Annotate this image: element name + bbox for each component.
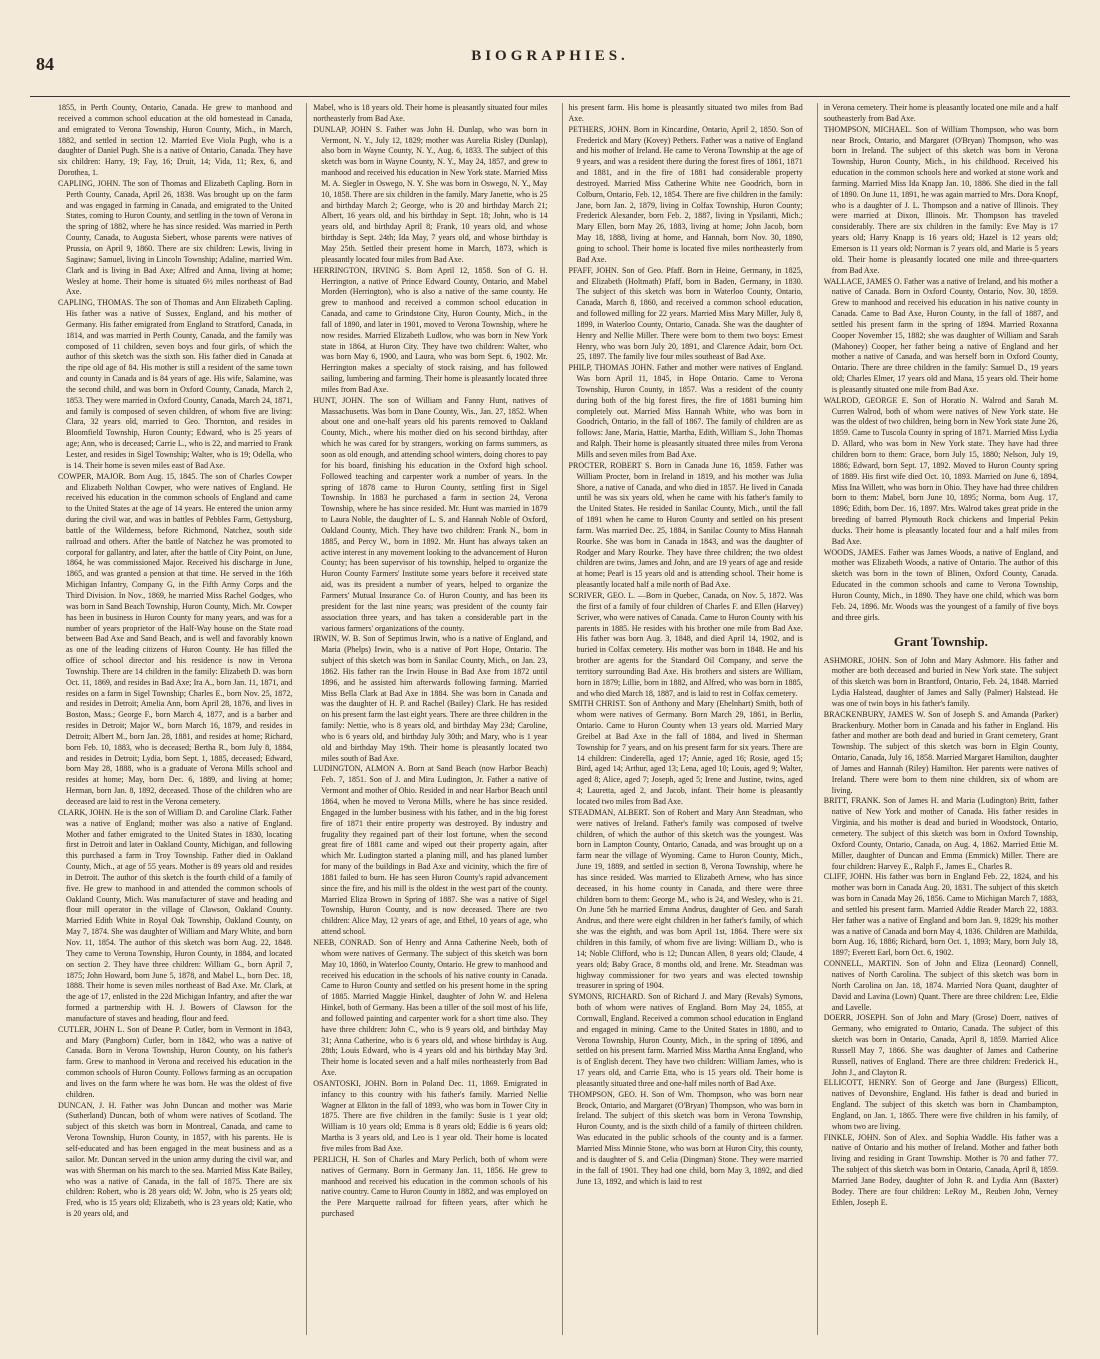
entry-text: He is the son of William D. and Caroline Clark. Father was a native of England; mother was also a native of England. Mother and father emigrated to the United States in 1830, locating first in Detroit and later in Oakland County, Michigan, and following this purchased a farm in Troy Township. Father died in Oakland County, Mich., at age of 55 years. Mother is 89 years old and resides in Detroit. The author of this sketch is the fourth child of a family of five. He grew to manhood in and attended the common schools of Oakland County, Mich. Was manufacturer of stave and heading and flour mill operator in the village of Clawson, Oakland County. Married Edith White in Royal Oak Township, Oakland County, on May 7, 1874. She was daughter of William and Mary White, and born Nov. 11, 1854. The author of this sketch was born Aug. 22, 1848. They came to Verona Township, Huron County, in 1884, and located on section 2. They have three children: William G., born April 7, 1875; John Howard, born June 5, 1878, and Mabel L., born Dec. 18, 1888. Their home is seven miles northeast of Bad Axe. Mr. Clark, at the age of 17, enlisted in the 22d Michigan Infantry, and after the war formed a partnership with H. J. Bowers of Clawson for the manufacture of staves and heading, flour and feed. xyxy=(66,807,293,1023)
entry-text: The son of Thomas and Ann Elizabeth Capling. His father was a native of Sussex, England, and his mother of Germany. His father emigrated from England to Stratford, Canada, in 1814, and was married in Perth County, Canada, and the family was composed of 11 children, seven boys and four girls, of which the author of this sketch was the sixth son. His father died in Canada at the ripe old age of 84. His mother is still a resident of the same town and county in Canada and is 84 years of age. His wife, Salamine, was the second child, and was born in Oxford County, Canada, March 2, 1853. They were married in Oxford County, Canada, March 24, 1871, and family is composed of seven children, of whom five are living: Clara, 32 years old, married to Geo. Thornton, and resides in Bloomfield Township, Huron County; Edward, who is 25 years of age; Ann, who is deceased; Carrie L., who is 22, and married to Frank Lester, and resides in Sigel Township; Walter, who is 19; Odella, who is 14. Their home is seven miles east of Bad Axe. xyxy=(66,298,293,470)
text-columns xyxy=(58,103,1058,1335)
entry-text: Father was John H. Dunlap, who was born in Vermont, N. Y., July 12, 1829; mother was Aurelia Risley (Dunlap), also born in Wayne County, N. Y., Aug. 6, 1833. The subject of this sketch was born in Wayne County, N. Y., May 24, 1857, and grew to manhood and received his education in New York state. Married Miss M. A. Siegler in Oswego, N. Y. She was born in Oswego, N. Y., May 10, 1858. There are six children in the family. Mary Janette, who is 25 and birthday March 2; George, who is 20 and birthday March 21; Albert, 16 years old, and his birthday in Sept. 18; John, who is 14 years old, and birthday April 8; Frank, 10 years old, and whose birthday is Sept. 24th; Ida May, 7 years old, and whose birthday is May 25th. Settled their present home in March, 1873, which is pleasantly located four miles from Bad Axe. xyxy=(321,124,548,264)
column-1 xyxy=(58,103,292,1335)
entry-name: CLARK, JOHN. xyxy=(58,807,113,817)
page-number: 84 xyxy=(36,54,54,74)
biography-entry xyxy=(58,179,292,298)
entry-text: Son of Wm. Thompson, who was born near Brock, Ontario, and Margaret (O'Bryan) Thompson, who was born in Ireland. The subject of this sketch was born in Verona Township, Huron County, and is the sixth child of a family of thirteen children. Was educated in the public schools of the county and is a farmer. Married Miss Minnie Stone, who was born at Huron City, this county, and is daughter of S. and Celia (Dingman) Stone. They were married in the fall of 1901. They had one child, born May 3, 1892, and died June 13, 1892, and which is laid to rest xyxy=(576,1089,803,1186)
biography-entry xyxy=(569,266,803,364)
entry-text: Son of Deane P. Cutler, born in Vermont in 1843, and Mary (Pangborn) Cutler, born in 1842, who was a native of Canada. Born in Verona Township, Huron County, on his father's farm. Grew to manhood in Verona and received his education in the common schools of Huron County. Follows farming as an occupation and lives on the farm where he was born. He was the oldest of five children. xyxy=(66,1024,293,1099)
biography-entry xyxy=(824,1013,1058,1078)
entry-text: Son of Septimus Irwin, who is a native of England, and Maria (Phelps) Irwin, who is a native of Port Hope, Ontario. The subject of this sketch was born in Sanilac County, Mich., on Jan. 23, 1862. His father ran the Irwin House in Bad Axe from 1872 until 1896, and he assisted him afterwards following farming. Married Miss Bella Clark at Bad Axe in 1884. She was born in Canada and was the daughter of H. P. and Rachel (Bailey) Clark. He has resided on his present farm the last eight years. There are three children in the family: Nettie, who is 8 years old, and birthday May 23d; Caroline, who is 6 years old, and birthday July 30th; and Mary, who is 1 year old and birthday May 19th. Their home is pleasantly located two miles south of Bad Axe. xyxy=(321,634,548,763)
column-3 xyxy=(562,103,803,1335)
biography-entry xyxy=(824,872,1058,959)
entry-name: OSANTOSKI, JOHN. xyxy=(313,1078,388,1088)
biography-entry xyxy=(569,1090,803,1188)
entry-text: Son of Horatio N. Walrod and Sarah M. Curren Walrod, both of whom were natives of New York state. He was the oldest of two children, being born in New York state June 26, 1859. Came to Tuscola County in spring of 1871. Married Miss Lydia D. Allard, who was born in New York state. They have had three children born to them: Grace, born July 15, 1880; Nelson, July 19, 1886; Edward, born Sept. 17, 1892. Moved to Huron County spring of 1889. His first wife died Oct. 10, 1893. Married on June 6, 1894, Miss Ina Willett, who was born in Ohio. They have had three children born to them: Mabel, born June 10, 1895; Norma, born Aug. 17, 1896; Edith, born Dec. 16, 1897. Mrs. Walrod takes great pride in the breeding of barred Plymouth Rock chickens and Imperial Pekin ducks. Their home is pleasantly located four and a half miles from Bad Axe. xyxy=(831,395,1058,546)
entry-name: WALROD, GEORGE E. xyxy=(823,395,909,405)
entry-text: Son of John and Mary Ashmore. His father and mother are both deceased and buried in New York state. The subject of this sketch was born in Brantford, Ontario, Feb. 24, 1848. Married Lydia Halstead, daughter of James and Sally (Palmer) Halstead. He was one of twin boys in his father's family. xyxy=(831,655,1058,708)
biography-entry xyxy=(824,710,1058,797)
section-heading: Grant Township. xyxy=(893,633,988,649)
biography-entry xyxy=(313,125,547,266)
biography-entry xyxy=(58,298,292,472)
running-title: BIOGRAPHIES. xyxy=(471,48,629,64)
entry-text: Born at Sand Beach (now Harbor Beach) Feb. 7, 1851. Son of J. and Mira Ludington, Jr. Father a native of Vermont and mother of Ohio. Resided in and near Harbor Beach until 1864, when he moved to Verona Mills, where he has since resided. Engaged in the lumber business with his father, and in the big forest fire of 1871 their entire property was destroyed. By industry and frugality they regained part of their lost fortune, when the second great fire of 1881 came and wiped out their property again, after which Mr. Ludington started a planing mill, and has planed lumber for many of the buildings in Bad Axe and vicinity, which the fire of 1881 failed to burn. He has seen Huron County's rapid advancement since the fire, and his mill is the oldest in the west part of the county. Married Eliza Brown in Spring of 1887. She was a native of Sigel Township, Huron County, and is now deceased. There are two children: Alice May, 12 years of age, and Ethel, 10 years of age, who attend school. xyxy=(321,764,548,937)
entry-name: CAPLING, JOHN. xyxy=(58,178,121,188)
entry-name: CUTLER, JOHN L. xyxy=(58,1024,125,1034)
entry-text: Born April 12, 1858. Son of G. H. Herrington, a native of Prince Edward County, Ontario, and Mabel Morden (Herrington), who is also a native of the same county. He grew to manhood and received a common school education in Canada, and came to Grindstone City, Huron County, Mich., in the fall of 1890, and later in 1901, moved to Verona Township, where he now resides. Married Elizabeth Ludlow, who was born in New York state in 1864, at Huron City. They have two children: Walter, who was born May 6, 1900, and Laura, who was born Sept. 6, 1902. Mr. Herrington makes a specialty of stock raising, and has followed sailing, lumbering and farming. Their home is pleasantly located three miles from Bad Axe. xyxy=(321,265,548,394)
continued-paragraph: Mabel, who is 18 years old. Their home is pleasantly situated four miles northeasterly from Bad Axe. xyxy=(313,103,548,123)
biography-entry xyxy=(824,1078,1058,1132)
entry-name: HERRINGTON, IRVING S. xyxy=(313,265,412,275)
entry-text: Son of James H. and Maria (Ludington) Britt, father native of New York and mother of Canada. His father resides in Virginia, and his mother is dead and buried in Woodstock, Ontario, cemetery. The subject of this sketch was born in Oxford Township, Oxford County, Ontario, Canada, on Aug. 4, 1862. Married Ettie M. Miller, daughter of Duncan and Emma (Emmick) Miller. There are four children: Harvey E., Ralph F., James E., Charles R. xyxy=(831,796,1058,871)
entry-name: ASHMORE, JOHN. xyxy=(823,655,892,665)
entry-text: Son of Richard J. and Mary (Revals) Symons, both of whom were natives of England. Born May 24, 1855, at Cornwall, England. Received a common school education in England and engaged in mining. Came to the United States in 1880, and to Verona Township, Huron County, Mich., in the spring of 1896, and settled on his present farm. Married Miss Martha Anna England, who is of English decent. They have two children: William James, who is 17 years old, and Carrie Etta, who is 15 years old. Their home is pleasantly situated three and one-half miles north of Bad Axe. xyxy=(576,992,803,1088)
entry-name: HUNT, JOHN. xyxy=(313,395,365,405)
biography-entry xyxy=(313,1155,547,1220)
entry-text: Born in Kincardine, Ontario, April 2, 1850. Son of Frederick and Mary (Kovey) Pethers. Father was a native of England and his mother of Ireland. He came to Verona Township at the age of 9 years, and was a resident there during the forest fires of 1861, 1871 and 1881, and in the fire of 1881 had considerable property destroyed. Married Miss Catherine White nee Goodrich, born in Colburn, Ontario, Feb. 12, 1854. There are five children in the family: Jane, born Jan. 2, 1879, living in Colfax Township, Huron County; Frederick Alexander, born Feb. 2, 1887, living in Ypsilanti, Mich.; Mary Ellen, born May 26, 1883, living at home; John Jacob, born May 18, 1888, living at home, and Hannah, born Nov. 30, 1890, going to school. Their home is located five miles northeasterly from Bad Axe. xyxy=(576,124,803,264)
entry-text: Son of John and Eliza (Leonard) Connell, natives of North Carolina. The subject of this sketch was born in North Carolina on Jan. 18, 1874. Married Nora Quant, daughter of David and Lavina (Lown) Quant. There are three children: Lee, Eldie and Lavelle. xyxy=(831,959,1058,1012)
entry-name: LUDINGTON, ALMON A. xyxy=(313,764,406,774)
biography-entry xyxy=(313,1079,547,1155)
entry-text: Born Aug. 15, 1845. The son of Charles Cowper and Elizabeth Nolthan Cowper, who were natives of England. He received his education in the common schools of England and came to the United States at the age of 14 years. He entered the union army during the civil war, and was in battles of Pebbles Farm, Gettysburg, battle of the Wilderness, before Richmond, Natchez, south side railroad and others. After the battle of Natchez he was promoted to corporal for gallantry, and later, after the battle of City Point, on June, 1864, he was commissioned Major. Received his discharge in June, 1865, and was granted a pension at that time. He served in the 16th Michigan Infantry, Company G, in the Fifth Army Corps and the Third Division. In Nov., 1869, he married Miss Rachel Godges, who was born in Sand Beach Township, Huron County, Mich. Mr. Cowper has been in business in Huron County for many years, and was for a number of years proprietor of the Half-Way house on the State road between Bad Axe and Sand Beach, and is well and favorably known as one of the leading citizens of Huron County. He has filled the office of school director and his residence is now in Verona Township. There are 14 children in the family: Elizabeth D. was born Oct. 11, 1869, and resides in Bad Axe; Ira A., born Jan. 11, 1871, and resides on a farm in Sigel Township; Charles E., born Nov. 25, 1872, and resides in Detroit; Amelia Ann, born April 28, 1876, and lives in Boston, Mass.; George F., born March 4, 1877, and is a barber and resides in Detroit; Major W., born March 16, 1879, and resides in Detroit; Albert M., born Jan. 28, 1881, and resides at home; Richard, born Feb. 10, 1883, who is deceased; Bertha R., born July 8, 1884, and resides in Detroit; Lydia, born Sept. 1, 1885, deceased; Edward, born May 28, 1888, who is a graduate of Verona Mills school and resides at home; May, born Dec. 6, 1889, and living at home; Herman, born Jan. 8, 1892, deceased. Those of the children who are deceased are laid to rest in the Verona cemetery. xyxy=(66,471,293,806)
column-2 xyxy=(306,103,547,1335)
entry-name: DUNCAN, J. H. xyxy=(58,1100,117,1110)
biography-entry xyxy=(569,363,803,461)
biography-entry xyxy=(824,959,1058,1013)
entry-text: The son of Thomas and Elizabeth Capling. Born in Perth County, Canada, April 26, 1838. Was brought up on the farm and was engaged in farming in Canada, and emigrated to the United States, coming to Huron County, and settling in the town of Verona in the spring of 1882, where he has since resided. Was married in Perth County, Canada, to Augusta Siebert, whose parents were natives of Prussia, on April 9, 1860. There are six children: Lewis, living in Saginaw; Samuel, living in Lincoln Township; Adaline, married Wm. Clark and is living in Bad Axe; Alfred and Anna, living at home; Wesley at home. Their home is situated 6½ miles northeast of Bad Axe. xyxy=(66,178,293,297)
biography-entry xyxy=(58,472,292,808)
entry-name: NEEB, CONRAD. xyxy=(313,937,376,947)
entry-name: IRWIN, W. B. xyxy=(313,634,361,644)
entry-text: Born in Canada June 16, 1859. Father was William Procter, born in Ireland in 1819, and his mother was Julia Shore, a native of Canada, and who died in 1857. He lived in Canada until he was six years old, when he came with his father's family to the United States. He resided in Sanilac County, Mich., until the fall of 1891 when he came to Huron County and settled on his present farm. Was married Dec. 25, 1884, in Sanilac County to Miss Hannah Rourke. She was born in Canada in 1843, and was the daughter of Rodger and Mary Rourke. They have three children; the two oldest children are twins, James and John, and are 19 years of age and reside at home; Pearl is 15 years old and is attending school. Their home is pleasantly located half a mile north of Bad Axe. xyxy=(576,460,803,590)
entry-text: Son of Alex. and Sophia Waddle. His father was a native of Ontario and his mother of Ireland. Mother and father both living and residing in Grant Township. Mother is 70 and father 77. The subject of this sketch was born in Ontario, Canada, April 8, 1859. Married Jane Bodey, daughter of John R. and Lydia Ann (Baxter) Bodey. There are four children: LeRoy M., Reuben John, Verney Ethlen, Joseph E. xyxy=(831,1132,1058,1207)
entry-name: DUNLAP, JOHN S. xyxy=(313,124,383,134)
entry-name: PROCTER, ROBERT S. xyxy=(568,460,652,470)
entry-text: Son of Charles and Mary Perlich, both of whom were natives of Germany. Born in Germany Jan. 11, 1856. He grew to manhood and received his education in the common schools of his native country. Came to Huron County in 1882, and was employed on the Pere Marquette railroad for fifteen years, after which he purchased xyxy=(321,1154,548,1219)
entry-name: BRITT, FRANK. xyxy=(823,796,881,806)
entry-name: PHILP, THOMAS JOHN. xyxy=(568,363,655,373)
biography-entry xyxy=(824,796,1058,872)
biography-entry xyxy=(824,277,1058,396)
entry-text: Father was a native of Ireland, and his mother a native of Canada. Born in Oxford County, Ontario, Nov. 30, 1859. Grew to manhood and received his education in his native county in Canada. Came to Bad Axe, Huron County, in the fall of 1887, and settled his present farm in the spring of 1894. Married Roxanna Cooper November 15, 1882; she was daughter of William and Sarah (Mahoney) Cooper, her father being a native of England and her mother a native of Canada, and was herself born in Oxford County, Ontario. There are three children in the family: Samuel D., 19 years old; Charles Elmer, 17 years old and Mana, 15 years old. Their home is pleasantly situated one mile from Bad Axe. xyxy=(831,276,1058,394)
entry-name: THOMPSON, MICHAEL. xyxy=(823,124,913,134)
entry-name: SCRIVER, GEO. L. xyxy=(568,590,636,600)
entry-text: Son of Robert and Mary Ann Steadman, who were natives of Ireland. Father's family was composed of twelve children, of which the author of this sketch was the youngest. Was born in Lampton County, Ontario, Canada, and was brought up on a farm near the village of Wyoming. Came to Huron County, Mich., June 19, 1889, and settled in section 8, Verona Township, where he has since resided. Was married to Elizabeth Arnew, who has since deceased, in his home county in Canada, and there were three children born to them: George M., who is 24, and Wesley, who is 21. On June 5th he married Emma Andrus, daughter of Geo. and Sarah Andrus, and there were eight children in her father's family, of which she was the eighth, and was born April 1st, 1864. There were six children in this family, of whom five are living: William D., who is 14; Noble Clifford, who is 12; Duncan Allen, 8 years old; Claude, 4 years old; Baby Grace, 8 months old, and Irene. Mr. Steadman was highway commissioner for two years and was elected township treasurer in spring of 1904. xyxy=(576,807,803,991)
entry-name: WOODS, JAMES. xyxy=(823,547,886,557)
biography-entry xyxy=(313,396,547,635)
biography-entry xyxy=(824,1133,1058,1209)
entry-text: Son of George and Jane (Burgess) Ellicott, natives of Devonshire, England. His father is dead and buried in England. The subject of this sketch was born in Chambampton, England, on Jan. 1, 1865. There were five children in his family, of whom two are living. xyxy=(831,1078,1058,1131)
entry-text: Son of John and Mary (Grose) Doerr, natives of Germany, who emigrated to Ontario, Canada. The subject of this sketch was born in Ontario, Canada, April 8, 1859. Married Alice Russell May 7, 1866. She was daughter of James and Catherine Russell, natives of England. There are three children: Frederick H., John J., and Clayton R. xyxy=(831,1013,1058,1077)
biography-entry xyxy=(569,591,803,699)
continued-paragraph: 1855, in Perth County, Ontario, Canada. He grew to manhood and received a common school education at the old homestead in Canada, and emigrated to Verona Township, Huron County, Mich., in March, 1882, and settled in section 12. Married Eve Viola Pugh, who is a daughter of Daniel Pugh. She is a native of Ontario, Canada. They have six children: Harry, 19; Fay, 16; Druit, 14; Vida, 11; Rex, 6, and Dorothea, 1. xyxy=(58,103,293,178)
entry-name: CONNELL, MARTIN. xyxy=(823,959,902,969)
entry-name: SMITH CHRIST. xyxy=(568,699,626,709)
entry-text: Born in Poland Dec. 11, 1869. Emigrated in infancy to this country with his father's family. Married Nellie Wagner at Elkton in the fall of 1893, who was born in Tower City in 1875. There are five children in the family: Susie is 1 year old; William is 10 years old; Emma is 8 years old; Eddie is 6 years old; Martha is 3 years old, and Leo is 1 year old. Their home is located five miles from Bad Axe. xyxy=(321,1078,548,1153)
biography-entry xyxy=(569,125,803,266)
entry-name: BRACKENBURY, JAMES W. xyxy=(823,709,926,719)
entry-name: STEADMAN, ALBERT. xyxy=(568,807,650,817)
entry-text: —Born in Quebec, Canada, on Nov. 5, 1872. Was the first of a family of four children of Charles F. and Ellen (Harvey) Scriver, who were natives of Canada. Came to Huron County with his parents in 1885. He resides with his brother one mile from Bad Axe. His father was born Aug. 3, 1848, and died April 14, 1902, and is buried in Colfax cemetery. His mother was born in 1848. He and his brother are agents for the Standard Oil Company, and serve the territory surrounding Bad Axe. His brothers and sisters are William, born in 1879; Lillie, born in 1882, and Alfred, who was born in 1885, and who died March 18, 1887, and is laid to rest in Colfax cemetery. xyxy=(576,590,803,698)
biography-entry xyxy=(313,266,547,396)
entry-name: PETHERS, JOHN. xyxy=(568,124,631,134)
entry-name: THOMPSON, GEO. H. xyxy=(568,1089,649,1099)
entry-name: SYMONS, RICHARD. xyxy=(568,992,646,1002)
column-4 xyxy=(817,103,1058,1335)
entry-name: FINKLE, JOHN. xyxy=(823,1132,881,1142)
entry-name: WALLACE, JAMES O. xyxy=(823,276,902,286)
header-rule xyxy=(30,96,1070,97)
entry-name: COWPER, MAJOR. xyxy=(58,471,126,481)
continued-paragraph: in Verona cemetery. Their home is pleasantly located one mile and a half southeasterly from Bad Axe. xyxy=(823,103,1058,123)
biography-entry xyxy=(313,938,547,1079)
biography-entry xyxy=(824,396,1058,548)
biography-entry xyxy=(313,634,547,764)
biography-entry xyxy=(569,808,803,992)
biography-entry xyxy=(824,656,1058,710)
biography-entry xyxy=(58,808,292,1025)
biography-entry xyxy=(569,992,803,1090)
entry-text: Son of Joseph S. and Amanda (Parker) Brackenbury. Mother born in Canada and his father in England. His father and mother are both dead and buried in Grant cemetery, Grant Township. The subject of this sketch was born in Elgin County, Ontario, Canada, July 16, 1858. Married Margaret Hamilton, daughter of James and Hannah (Riley) Hamilton. Her parents were natives of Ireland. There were born to them nine children, six of whom are living. xyxy=(831,709,1058,795)
entry-text: Son of William Thompson, who was born near Brock, Ontario, and Margaret (O'Bryan) Thompson, who was born in Ireland. The subject of this sketch was born in Verona Township, Huron County, Mich., in his childhood. Received his education in the common schools here and worked at stone work and farming. Married Miss Ida Knapp Jan. 10, 1886. She died in the fall of 1890. On June 11, 1891, he was again married to Mrs. Dora Knopf, who is a daughter of J. L. Thompson and a native of Illinois. They were married at Dixon, Illinois. Mr. Thompson has traveled considerably. There are six children in the family: Eve May is 17 years old; Harry Knapp is 16 years old; Hazel is 12 years old; Emerson is 11 years old; Norman is 7 years old, and Marie is 5 years old. Their home is pleasantly located one mile and three-quarters from Bad Axe. xyxy=(831,124,1058,275)
entry-name: CAPLING, THOMAS. xyxy=(58,298,134,308)
entry-name: ELLICOTT, HENRY. xyxy=(823,1078,897,1088)
biography-entry xyxy=(58,1101,292,1220)
entry-text: Father was James Woods, a native of England, and mother was Elizabeth Woods, a native of Ontario. The author of this sketch was born in the town of Blinen, Oxford County, Canada. Educated in the common schools and came to Verona Township, Huron County, Mich., in 1890. They have one child, which was born Feb. 24, 1896. Mr. Woods was the youngest of a family of five boys and three girls. xyxy=(831,547,1058,622)
entry-text: Father was John Duncan and mother was Marie (Sutherland) Duncan, both of whom were natives of Scotland. The subject of this sketch was born in Montreal, Canada, and came to Verona Township, Huron County, in 1857, with his parents. He is self-educated and has been engaged in the meat business and as a sailor. Mr. Duncan served in the union army during the civil war, and was with Sherman on his march to the sea. Married Miss Kate Bailey, who was a native of Canada, in the fall of 1875. There are six children: Robert, who is 28 years old; W. John, who is 25 years old; Fred, who is 15 years old; Elizabeth, who is 23 years old; Katie, who is 20 years old, and xyxy=(66,1100,293,1219)
biography-entry xyxy=(569,699,803,807)
biography-entry xyxy=(824,548,1058,624)
entry-name: DOERR, JOSEPH. xyxy=(823,1013,888,1023)
biography-entry xyxy=(313,764,547,938)
entry-text: Son of Anthony and Mary (Ehelnhart) Smith, both of whom were natives of Germany. Born March 29, 1861, in Berlin, Ontario. Came to Huron County when 13 years old. Married Mary Greibel at Bad Axe in the fall of 1884, and lived in Sherman Township for 7 years, and on his present farm for six years. There are 14 children: Cinderella, aged 17; Annie, aged 16; Rosie, aged 15; Bird, aged 14; Arthur, aged 13; Lena, aged 10; Louis, aged 9; Walter, aged 8; Alice, aged 7; Joseph, aged 5; Irene and Justine, twins, aged 4; Lauretta, aged 2, and Jacob, infant. Their home is pleasantly located two miles from Bad Axe. xyxy=(576,699,803,806)
entry-name: CLIFF, JOHN. xyxy=(823,872,873,882)
entry-text: Son of Henry and Anna Catherine Neeb, both of whom were natives of Germany. The subject of this sketch was born May 10, 1860, in Waterloo County, Ontario. He grew to manhood and received his education in the schools of his native county in Canada. Came to Huron County and settled on his present home in the spring of 1885. Married Maggie Hinkel, daughter of John W. and Helena Hinkel, both of Germany. Has been a tiller of the soil most of his life, and followed painting and carpenter work for a short time also. They have three children: John C., who is 9 years old, and birthday May 31; Anna Catherine, who is 6 years old, and whose birthday is Aug. 28th; Louis Edward, who is 4 years old and his birthday May 3rd. Their home is located seven and a half miles northeasterly from Bad Axe. xyxy=(321,937,548,1078)
entry-text: Father and mother were natives of England. Was born April 11, 1845, in Hope Ontario. Came to Verona Township, Huron County, in 1857. Was a resident of the county during both of the big forest fires, the fire of 1881 burning him completely out. Married Miss Hannah White, who was born in Goodrich, Ontario, in the fall of 1867. The family of children are as follows: Jane, Maria, Hattie, Martha, Edith, William S., John Thomas and Ralph. Their home is pleasantly situated three miles from Verona Mills and seven miles from Bad Axe. xyxy=(576,363,803,459)
entry-text: The son of William and Fanny Hunt, natives of Massachusetts. Was born in Dane County, Wis., Jan. 27, 1852. When about one and one-half years old his parents removed to Oakland County, Mich., where his mother died on his second birthday, after which he was cared for by strangers, working on farms summers, as soon as old enough, and attending school winters, doing chores to pay for his board, finishing his education in the Oxford high school. Followed teaching and carpenter work a number of years. In the spring of 1878 came to Huron County, settling first in Sigel Township. In 1883 he purchased a farm in section 24, Verona Township, where he has since resided. Mr. Hunt was married in 1879 to Laura Noble, the daughter of L. S. and Hannah Noble of Oxford, Oakland County, Mich. They have two children: Frank N., born in 1885, and Percy W., born in 1892. Mr. Hunt has always taken an active interest in any movement looking to the advancement of Huron County; has been supervisor of his township, helped to organize the Huron County Farmers' Institute some years before it received state aid, was its president a number of years, helped to organize the Farmers' Mutual Insurance Co. of Huron County, and has been its president for the last nine years; was president of the county fair association three years, and has taken a considerable part in the various farmers' organizations of the county. xyxy=(321,395,548,633)
entry-name: PERLICH, H. xyxy=(313,1154,360,1164)
entry-name: PFAFF, JOHN. xyxy=(568,265,619,275)
biography-entry xyxy=(569,461,803,591)
biography-entry xyxy=(58,1025,292,1101)
entry-text: Son of Geo. Pfaff. Born in Heine, Germany, in 1825, and Elizabeth (Holtmath) Pfaff, born in Baden, Germany, in 1830. The subject of this sketch was born in Waterloo County, Ontario, Canada, March 8, 1860, and received a common school education, and followed milling for 22 years. Married Miss Mary Miller, July 8, 1899, in Waterloo County, Ontario, Canada. She was the daughter of Henry and Nellie Miller. There were born to them two boys: Ernest Henry, who was born July 20, 1891, and Clarence Adair, born Oct. 25, 1897. The family live four miles southeast of Bad Axe. xyxy=(576,265,803,362)
biography-entry xyxy=(824,125,1058,277)
continued-paragraph: his present farm. His home is pleasantly situated two miles from Bad Axe. xyxy=(568,103,803,123)
entry-text: His father was born in England Feb. 22, 1824, and his mother was born in Canada Aug. 20, 1831. The subject of this sketch was born in Canada May 26, 1856. Came to Michigan March 7, 1883, and settled his present farm. Married Addie Reader March 22, 1883. Her father was a native of England and born Jan. 9, 1829; his mother was a native of Canada and born May 4, 1836. Children are Mathilda, born Aug. 16, 1886; Richard, born Oct. 1, 1893; Mary, born July 18, 1897; Everett Earl, born Oct. 6, 1902. xyxy=(831,872,1058,958)
